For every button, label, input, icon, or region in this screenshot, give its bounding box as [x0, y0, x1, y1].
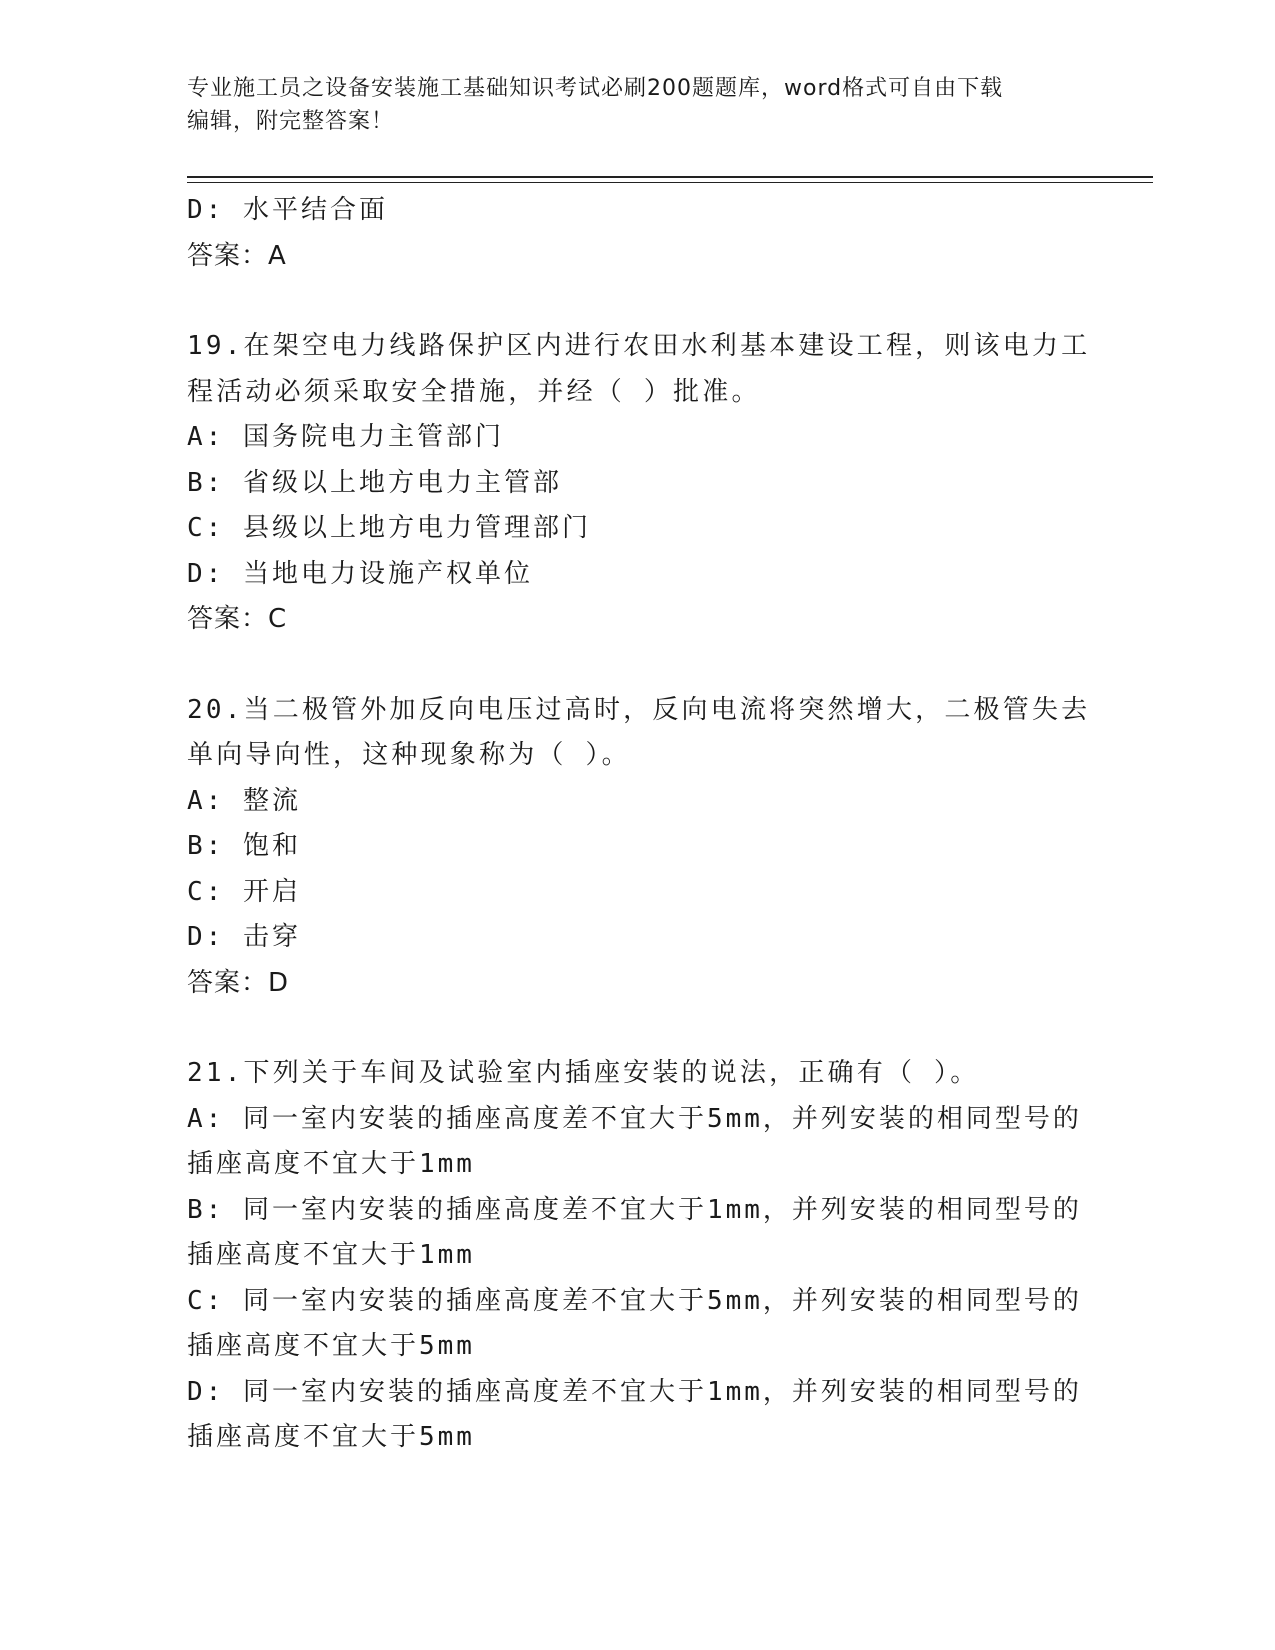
header-rule-thick	[187, 176, 1153, 178]
q21-option-a-line-1: A: 同一室内安装的插座高度差不宜大于5mm，并列安装的相同型号的	[187, 1103, 1082, 1134]
q18-option-d: D: 水平结合面	[187, 195, 388, 225]
q19-stem-line-1: 19.在架空电力线路保护区内进行农田水利基本建设工程，则该电力工	[187, 331, 1091, 361]
q20-option-c: C: 开启	[187, 876, 301, 907]
q21-option-c-line-2: 插座高度不宜大于5mm	[187, 1331, 475, 1361]
q19-stem-line-2: 程活动必须采取安全措施，并经（ ）批准。	[187, 376, 761, 407]
question-19	[187, 324, 1091, 643]
question-18-tail	[187, 188, 1087, 279]
q19-option-b: B: 省级以上地方电力主管部	[187, 467, 562, 498]
spacer	[187, 643, 1087, 688]
q20-stem-line-2: 单向导向性，这种现象称为（ ）。	[187, 740, 631, 770]
header-rule-thin	[187, 182, 1153, 183]
q21-option-d-line-1: D: 同一室内安装的插座高度差不宜大于1mm，并列安装的相同型号的	[187, 1376, 1082, 1407]
question-21	[187, 1051, 1087, 1461]
q21-option-d-line-2: 插座高度不宜大于5mm	[187, 1422, 475, 1452]
question-20	[187, 688, 1091, 1007]
q21-option-b-line-2: 插座高度不宜大于1mm	[187, 1240, 475, 1270]
spacer	[187, 279, 1087, 324]
header-title-line-2: 编辑，附完整答案！	[187, 109, 395, 134]
page-header	[187, 72, 1067, 138]
q20-option-d: D: 击穿	[187, 922, 301, 952]
document-body	[187, 188, 1091, 1461]
q20-option-b: B: 饱和	[187, 831, 301, 861]
q19-option-a: A: 国务院电力主管部门	[187, 422, 504, 452]
header-title-line-1: 专业施工员之设备安装施工基础知识考试必刷200题题库，word格式可自由下载	[187, 76, 1004, 101]
q19-option-d: D: 当地电力设施产权单位	[187, 558, 533, 589]
q21-option-a-line-2: 插座高度不宜大于1mm	[187, 1149, 475, 1179]
q19-option-c: C: 县级以上地方电力管理部门	[187, 513, 591, 543]
q20-answer: 答案：D	[187, 967, 290, 998]
q21-stem-line-1: 21.下列关于车间及试验室内插座安装的说法，正确有（ ）。	[187, 1058, 980, 1088]
q21-option-c-line-1: C: 同一室内安装的插座高度差不宜大于5mm，并列安装的相同型号的	[187, 1285, 1082, 1316]
spacer	[187, 1006, 1087, 1051]
q18-answer: 答案：A	[187, 240, 287, 271]
q20-option-a: A: 整流	[187, 785, 301, 816]
q19-answer: 答案：C	[187, 604, 288, 634]
q21-option-b-line-1: B: 同一室内安装的插座高度差不宜大于1mm，并列安装的相同型号的	[187, 1194, 1082, 1225]
q20-stem-line-1: 20.当二极管外加反向电压过高时，反向电流将突然增大，二极管失去	[187, 694, 1091, 725]
